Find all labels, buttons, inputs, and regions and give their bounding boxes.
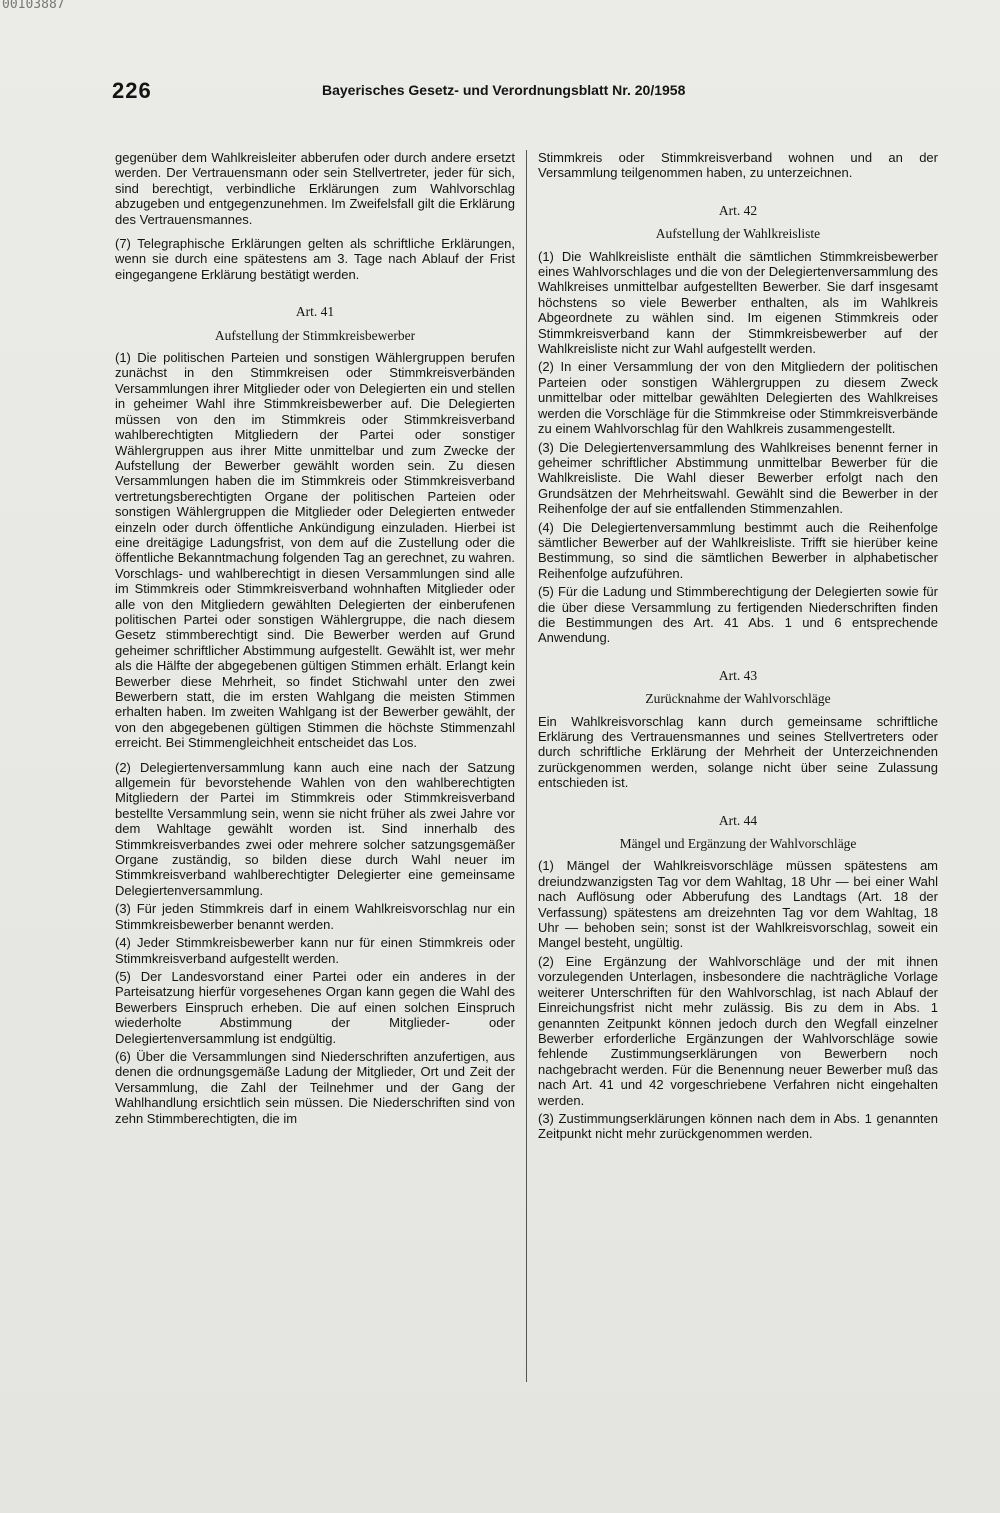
paragraph: (2) Eine Ergänzung der Wahlvorschläge und der mit ihnen vorzulegenden Unterlagen, insbesondere die nachträgliche Vorlage weiterer Unterschriften für den Wahlvorschlag, ist nach Ablauf der Einreichungsfrist nicht mehr zulässig. Bis zu dem in Abs. 1 genannten Zeitpunkt können jedoch durch den Wegfall einzelner Bewerber erforderliche Ergänzungen der Wahlvorschläge sowie fehlende Zustimmungserklärungen von Bewerbern noch nachgebracht werden. Für die Benennung neuer Bewerber muß das nach Art. 41 und 42 vorgeschriebene Verfahren nicht eingehalten werden. (538, 953, 938, 1108)
running-title: Bayerisches Gesetz- und Verordnungsblatt Nr. 20/1958 (322, 82, 686, 98)
paragraph: (1) Die Wahlkreisliste enthält die sämtlichen Stimmkreisbewerber eines Wahlvorschlages und die von der Delegiertenversammlung des Wahlkreises unmittelbar aufgestellten Bewerber. Sie darf insgesamt höchstens so viele Bewerber enthalten, als im Wahlkreis Abgeordnete zu wählen sind. Im eigenen Stimmkreis oder Stimmkreisverband kann der Stimmkreisbewerber auf der Wahlkreisliste nicht zur Wahl aufgestellt werden. (538, 248, 938, 357)
scan-id: 00103887 (2, 0, 65, 12)
page-number: 226 (112, 78, 152, 103)
paragraph: Ein Wahlkreisvorschlag kann durch gemeinsame schriftliche Erklärung des Vertrauensmannes und seines Stellvertreters oder durch schriftliche Erklärung der Mehrheit der Unterzeichnenden zurückgenommen werden, solange nicht über seine Zulassung entschieden ist. (538, 713, 938, 791)
right-column (538, 150, 938, 1145)
paragraph: (4) Jeder Stimmkreisbewerber kann nur für einen Stimmkreis oder Stimmkreisverband aufgestellt werden. (115, 935, 515, 966)
article-title: Aufstellung der Stimmkreisbewerber (214, 327, 416, 343)
paragraph: (3) Die Delegiertenversammlung des Wahlkreises benennt ferner in geheimer schriftlicher Abstimmung unmittelbar Bewerber für die Wahlkreisliste. Die Wahl dieser Bewerber erfolgt nach den Grundsätzen der Mehrheitswahl. Gewählt sind die Bewerber in der Reihenfolge der auf sie entfallenden Stimmenzahlen. (538, 439, 938, 517)
paragraph: gegenüber dem Wahlkreisleiter abberufen oder durch andere ersetzt werden. Der Vertrauensmann oder sein Stellvertreter, jeder für sich, sind berechtigt, verbindliche Erklärungen zum Wahlvorschlag abzugeben und entgegenzunehmen. Im Zweifelsfall gilt die Erklärung des Vertrauensmannes. (115, 150, 515, 227)
article-title: Zurücknahme der Wahlvorschläge (645, 691, 831, 707)
article-title: Mängel und Ergänzung der Wahlvorschläge (619, 836, 857, 852)
left-column (115, 150, 515, 1129)
article-number: Art. 42 (718, 202, 758, 218)
paragraph: (5) Für die Ladung und Stimmberechtigung der Delegierten sowie für die über diese Versammlung zu fertigenden Niederschriften finden die Bestimmungen des Art. 41 Abs. 1 und 6 entsprechende Anwendung. (538, 584, 938, 646)
paragraph: (1) Mängel der Wahlkreisvorschläge müssen spätestens am dreiundzwanzigsten Tag vor dem Wahltag, 18 Uhr — bei einer Wahl nach Auflösung oder Abberufung des Landtags (Art. 18 der Verfassung) spätestens am dreizehnten Tag vor dem Wahltag, 18 Uhr — behoben sein; sonst ist der Wahlkreisvorschlag, soweit ein Mangel besteht, ungültig. (538, 858, 938, 951)
page-header (112, 78, 938, 103)
article-number: Art. 41 (295, 304, 335, 320)
paragraph: (6) Über die Versammlungen sind Niederschriften anzufertigen, aus denen die ordnungsgemäße Ladung der Mitglieder, Ort und Zeit der Versammlung, die Zahl der Teilnehmer und der Gang der Wahlhandlung ersichtlich sein müssen. Die Niederschriften sind von zehn Stimmberechtigten, die im (115, 1048, 515, 1126)
article-title: Aufstellung der Wahlkreisliste (655, 226, 821, 242)
article-number: Art. 43 (718, 667, 758, 683)
article-number: Art. 44 (718, 812, 758, 828)
paragraph: (2) In einer Versammlung der von den Mitgliedern der politischen Parteien oder sonstigen Wählergruppen zu diesem Zweck unmittelbar oder mittelbar gewählten Delegierten des Wahlkreises werden die Vorschläge für die Stimmkreise oder Stimmkreisverbände zu einem Wahlvorschlag für den Wahlkreis zusammengestellt. (538, 359, 938, 437)
paragraph: (5) Der Landesvorstand einer Partei oder ein anderes in der Parteisatzung hierfür vorgesehenes Organ kann gegen die Wahl des Bewerbers Einspruch erheben. Die auf einen solchen Einspruch wiederholte Abstimmung der Mitglieder- oder Delegiertenversammlung ist endgültig. (115, 968, 515, 1046)
paragraph: (3) Zustimmungserklärungen können nach dem in Abs. 1 genannten Zeitpunkt nicht mehr zurückgenommen werden. (538, 1110, 938, 1142)
paragraph: (7) Telegraphische Erklärungen gelten als schriftliche Erklärungen, wenn sie durch eine spätestens am 3. Tage nach Ablauf der Frist eingegangene Erklärung bestätigt werden. (115, 236, 515, 282)
column-divider (526, 150, 527, 1382)
paragraph: (4) Die Delegiertenversammlung bestimmt auch die Reihenfolge sämtlicher Bewerber auf der Wahlkreisliste. Trifft sie hierüber keine Bestimmung, so sind die sämtlichen Bewerber in alphabetischer Reihenfolge aufzuführen. (538, 519, 938, 581)
paragraph: (1) Die politischen Parteien und sonstigen Wählergruppen berufen zunächst in den Stimmkreisen oder Stimmkreisverbänden Versammlungen ihrer Mitglieder oder von Delegierten ein und stellen in geheimer Wahl ihre Stimmkreisbewerber auf. Die Delegierten müssen von den im Stimmkreis oder Stimmkreisverband wahlberechtigten Mitgliedern der Partei oder sonstiger Wählergruppen aus ihrer Mitte unmittelbar und zum Zwecke der Aufstellung der Bewerber gewählt worden sein. Zu diesen Versammlungen haben die im Stimmkreis oder Stimmkreisverband vertretungsberechtigten Organe der politischen Parteien oder sonstigen Wählergruppen die Mitglieder oder Delegierten entweder einzeln oder durch öffentliche Ankündigung einzuladen. Hierbei ist eine dreitägige Ladungsfrist, von dem auf die Zustellung oder die öffentliche Bekanntmachung folgenden Tag an gerechnet, zu wahren. Vorschlags- und wahlberechtigt in diesen Versammlungen sind alle im Stimmkreis oder Stimmkreisverband wohnhaften Mitglieder oder alle von den Mitgliedern gewählten Delegierten der einberufenen politischen Partei oder sonstigen Wählergruppe, die nach diesem Gesetz stimmberechtigt sind. Die Bewerber werden auf Grund geheimer schriftlicher Abstimmung aufgestellt. Gewählt ist, wer mehr als die Hälfte der abgegebenen gültigen Stimmen erhält. Erlangt kein Bewerber diese Mehrheit, so findet Stichwahl unter den zwei Bewerbern statt, die im ersten Wahlgang die meisten Stimmen erhalten haben. Im zweiten Wahlgang ist der Bewerber gewählt, der von den abgegebenen gültigen Stimmen die höchste Stimmenzahl erreicht. Bei Stimmengleichheit entscheidet das Los. (115, 350, 515, 751)
paragraph: (3) Für jeden Stimmkreis darf in einem Wahlkreisvorschlag nur ein Stimmkreisbewerber benannt werden. (115, 901, 515, 932)
paragraph: Stimmkreis oder Stimmkreisverband wohnen und an der Versammlung teilgenommen haben, zu unterzeichnen. (538, 150, 938, 181)
paragraph: (2) Delegiertenversammlung kann auch eine nach der Satzung allgemein für bevorstehende Wahlen von den wahlberechtigten Mitgliedern der Partei im Stimmkreis oder Stimmkreisverband bestellte Versammlung sein, wenn sie nicht früher als zwei Jahre vor dem Wahltage gewählt worden ist. Sind innerhalb des Stimmkreisverbandes zwei oder mehrere solcher satzungsgemäßer Organe zuständig, so bilden diese durch Wahl neuer im Stimmkreisverband wahlberechtigter Delegierter eine gemeinsame Delegiertenversammlung. (115, 759, 515, 898)
